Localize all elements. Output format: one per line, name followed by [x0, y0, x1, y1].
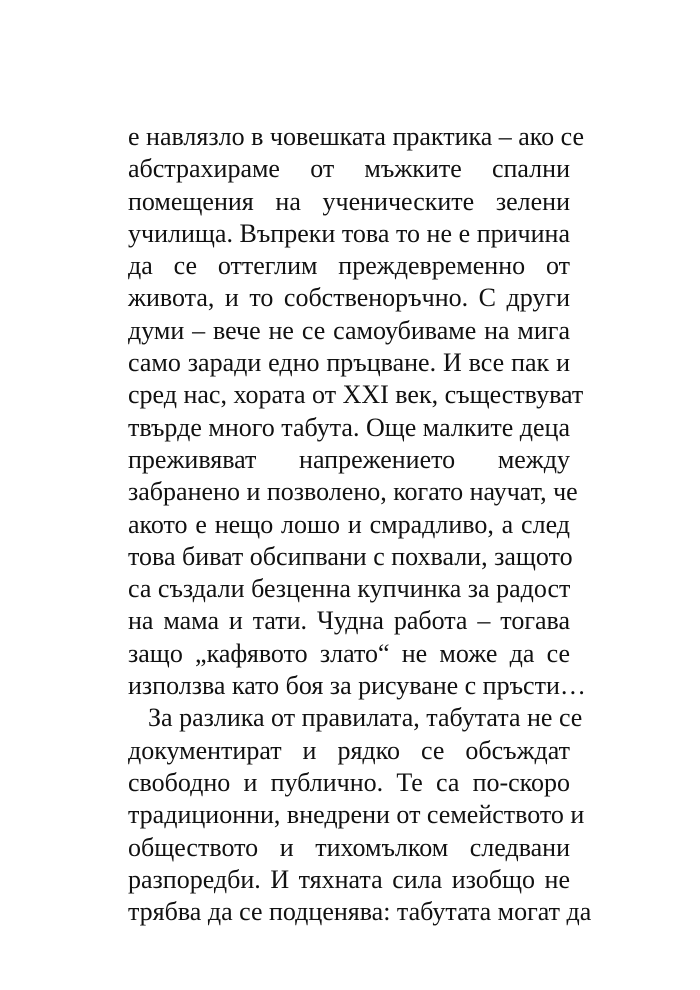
text-line: това биват обсипвани с похвали, защото — [128, 541, 573, 571]
text-line: са създали безценна купчинка за радост — [128, 574, 571, 604]
paragraph-1 — [128, 121, 586, 702]
text-line: твърде много табута. Още малките деца — [128, 412, 570, 442]
text-line: на мама и тати. Чудна работа – тогава — [128, 606, 570, 636]
text-line: само заради едно пръцване. И все пак и — [128, 348, 570, 378]
body-text — [128, 121, 592, 928]
text-line: забранено и позволено, когато научат, че — [128, 477, 578, 507]
text-line: сред нас, хората от XXI век, съществуват — [128, 380, 584, 410]
text-line: е навлязло в човешката практика – ако се — [128, 122, 585, 151]
text-line: документират и рядко се обсъждат — [128, 735, 570, 765]
text-line: За разлика от правилата, табутата не се — [148, 703, 583, 733]
text-line: свободно и публично. Те са по-скоро — [128, 767, 570, 797]
text-line: думи – вече не се самоубиваме на мига — [128, 315, 570, 345]
text-line: обществото и тихомълком следвани — [128, 832, 570, 862]
text-line: живота, и то собственоръчно. С други — [128, 283, 570, 313]
paragraph-2 — [128, 702, 592, 928]
text-line: преживяват напрежението между — [128, 444, 570, 474]
text-line: използва като боя за рисуване с пръсти… — [128, 671, 586, 701]
text-line: абстрахираме от мъжките спални — [128, 154, 570, 184]
text-line: да се оттеглим преждевременно от — [128, 251, 570, 281]
text-line: защо „кафявото злато“ не може да се — [128, 638, 570, 668]
text-line: традиционни, внедрени от семейството и — [128, 800, 585, 830]
text-line: трябва да се подценява: табутата могат да — [128, 897, 592, 927]
text-line: училища. Въпреки това то не е причина — [128, 218, 570, 248]
text-line: разпоредби. И тяхната сила изобщо не — [128, 864, 570, 894]
text-line: акото е нещо лошо и смрадливо, а след — [128, 509, 570, 539]
text-line: помещения на ученическите зелени — [128, 186, 570, 216]
